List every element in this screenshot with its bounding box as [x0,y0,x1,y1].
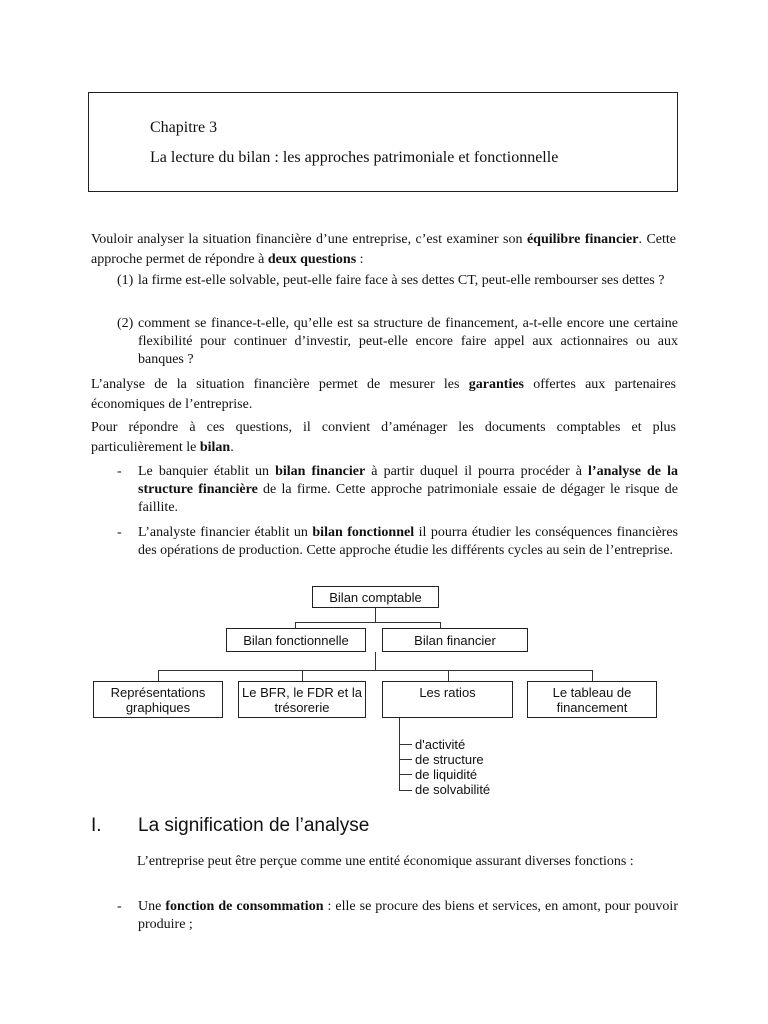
connector [448,670,449,681]
connector [399,718,400,791]
bullet-banquier: Le banquier établit un bilan financier à partir duquel il pourra procéder à l’analyse de la structure financière de la firme. Cette approche patrimoniale essaie de dégager le risque de faillite. [138,464,679,515]
chapter-number: Chapitre 3 [150,119,218,136]
bullet-2-dash: - [117,525,122,540]
connector [375,608,376,622]
connector [158,670,592,671]
chapter-header-box [88,92,678,192]
node-bilan-comptable: Bilan comptable [312,586,439,608]
bullet-3-dash: - [117,899,122,914]
connector [295,622,441,623]
ratio-activite: d'activité [415,737,466,752]
node-bfr-fdr-tresorerie: Le BFR, le FDR et la trésorerie [238,681,366,718]
section-number: I. [91,815,102,836]
section-heading [91,815,369,837]
section-title: La signification de l’analyse [138,815,370,836]
connector [399,744,412,745]
entreprise-paragraph: L’entreprise peut être perçue comme une entité économique assurant diverses fonctions : [137,854,634,869]
ratio-liquidite: de liquidité [415,767,478,782]
question-2-text: comment se finance-t-elle, qu’elle est sa structure de financement, a-t-elle encore une certaine flexibilité pour continuer d’investir, peut-elle encore faire appel aux actionnaires ou aux banques ? [138,316,678,367]
node-les-ratios: Les ratios [382,681,513,718]
bilan-paragraph: Pour répondre à ces questions, il convient d’aménager les documents comptables et plus particulièrement le bilan. [91,420,676,455]
ratio-solvabilite: de solvabilité [415,782,491,797]
question-1-number: (1) [117,273,134,288]
ratio-structure: de structure [415,752,484,767]
node-bilan-fonctionnelle: Bilan fonctionnelle [226,628,366,652]
connector [399,759,412,760]
question-2-number: (2) [117,316,134,331]
chapter-title: La lecture du bilan : les approches patrimoniale et fonctionnelle [150,149,559,166]
node-representations-graphiques: Représentations graphiques [93,681,223,718]
node-bilan-financier: Bilan financier [382,628,528,652]
connector [302,670,303,681]
garanties-paragraph: L’analyse de la situation financière permet de mesurer les garanties offertes aux partenaires économiques de l’entreprise. [91,377,676,412]
connector [158,670,159,681]
bullet-consommation: Une fonction de consommation : elle se procure des biens et services, en amont, pour pouvoir produire ; [138,899,678,932]
bilan-diagram [0,580,768,810]
connector [399,790,412,791]
connector [592,670,593,681]
connector [375,652,376,670]
bullet-analyste: L’analyste financier établit un bilan fonctionnel il pourra étudier les conséquences financières des opérations de production. Cette approche étudie les différents cycles au sein de l’entreprise. [138,525,678,558]
bullet-1-dash: - [117,464,122,479]
intro-paragraph: Vouloir analyser la situation financière d’une entreprise, c’est examiner son équilibre financier. Cette approche permet de répondre à deux questions : [91,232,677,267]
connector [399,774,412,775]
node-tableau-financement: Le tableau de financement [527,681,657,718]
question-1-text: la firme est-elle solvable, peut-elle faire face à ses dettes CT, peut-elle rembourser ses dettes ? [138,273,665,288]
